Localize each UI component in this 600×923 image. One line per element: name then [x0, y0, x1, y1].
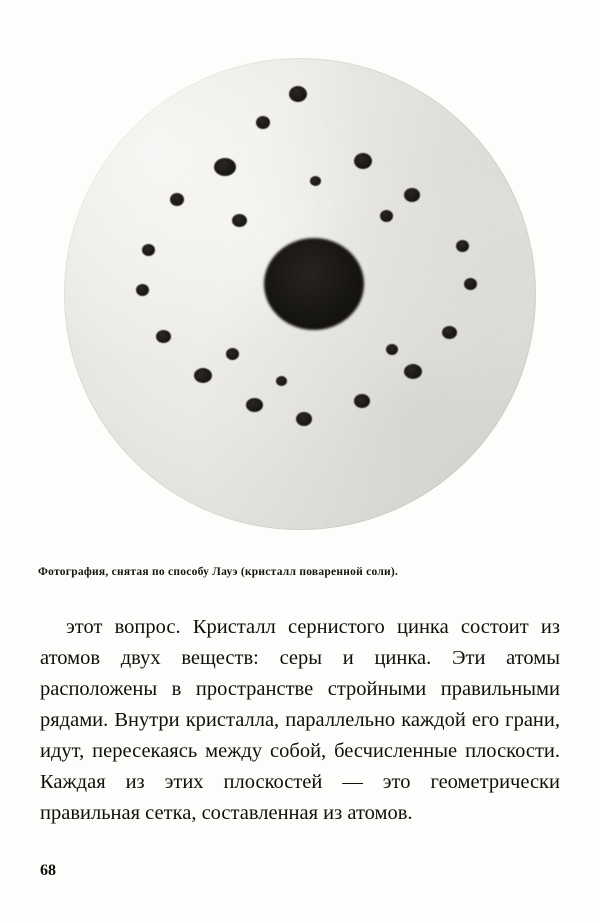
diffraction-spot [136, 284, 149, 296]
diffraction-spot [289, 86, 307, 102]
diffraction-spot [214, 158, 236, 176]
page-number: 68 [40, 862, 56, 879]
body-text [40, 612, 560, 829]
diffraction-spot [170, 193, 184, 206]
figure-photograph [36, 30, 564, 558]
diffraction-spot [456, 240, 469, 252]
diffraction-spot [464, 278, 477, 290]
body-paragraph: этот вопрос. Кристалл сернистого цинка состоит из атомов двух веществ: серы и цинка. Эти атомы расположены в пространстве стройными правильными рядами. Внутри кристалла, параллельно каждой его грани, идут, пересекаясь между собой, бесчисленные плоскости. Каждая из этих плоскостей — это геометрически правильная сетка, составленная из атомов. [40, 616, 560, 824]
diffraction-spot [142, 244, 155, 256]
diffraction-spot [276, 376, 287, 386]
diffraction-spot [296, 412, 312, 426]
photographic-plate [64, 58, 536, 530]
diffraction-spot [256, 116, 270, 129]
diffraction-spot [226, 348, 239, 360]
diffraction-spot [310, 176, 321, 186]
diffraction-spot [354, 153, 372, 169]
diffraction-spot [380, 210, 393, 222]
central-spot [264, 238, 364, 330]
diffraction-spot [442, 326, 457, 339]
diffraction-spot [246, 398, 263, 412]
diffraction-spot [232, 214, 247, 227]
diffraction-spot [404, 364, 422, 379]
diffraction-spot [354, 394, 370, 408]
diffraction-spot [404, 188, 420, 202]
figure-caption: Фотография, снятая по способу Лауэ (кристалл поваренной соли). [38, 566, 399, 578]
diffraction-spot [156, 330, 171, 343]
diffraction-spot [194, 368, 212, 383]
diffraction-spot [386, 344, 398, 355]
